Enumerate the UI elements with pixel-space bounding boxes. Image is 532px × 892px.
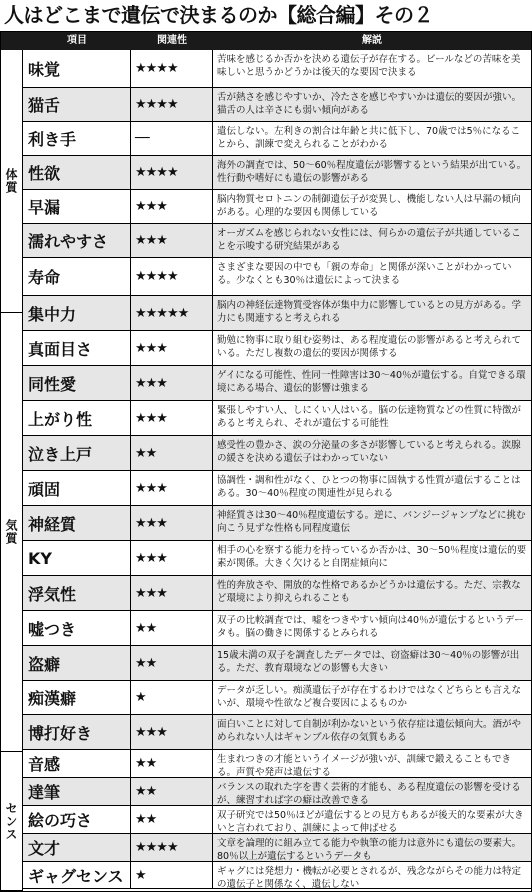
trait-name: 上がり性 <box>23 401 131 435</box>
trait-description: データが乏しい。痴漢遺伝子が存在するわけではなくどちらとも言えないが、環境や性欲など複合要因によるものか <box>217 685 522 709</box>
table-row <box>23 331 531 366</box>
table-row <box>23 50 531 88</box>
trait-description: 文章を論理的に組み立てる能力や執筆の能力は意外にも遺伝の要素大。80％以上が遺伝するというデータも <box>217 838 522 861</box>
table-row <box>23 88 531 122</box>
trait-name: 神経質 <box>23 506 131 540</box>
trait-description: ゲイになる可能性、性同一性障害は30～40％が遺伝する。自覚できる環境にある場合、遺伝的影響は強まる <box>217 370 526 394</box>
trait-description: 海外の調査では、50～60％程度遺伝が影響するという結果が出ている。性行動や嗜好にも遺伝の影響がある <box>217 160 527 184</box>
trait-name: 盗癖 <box>23 646 131 680</box>
table-row <box>23 681 531 715</box>
relevance-stars: ★★ <box>131 646 213 680</box>
relevance-stars: ── <box>131 122 213 155</box>
table-row <box>23 611 531 646</box>
trait-name: 泣き上戸 <box>23 436 131 470</box>
trait-name: 頑固 <box>23 471 131 505</box>
relevance-stars: ★★ <box>131 806 213 833</box>
table-row <box>23 401 531 436</box>
table-row <box>23 646 531 681</box>
relevance-stars: ★★★ <box>131 715 213 749</box>
trait-name: 味覚 <box>23 50 131 87</box>
table-row <box>23 750 531 778</box>
trait-description: 協調性・調和性がなく、ひとつの物事に固執する性質が遺伝することはある。30～40％程度の関連性が見られる <box>217 475 521 499</box>
relevance-stars: ★★★ <box>131 541 213 575</box>
table-row <box>23 224 531 258</box>
trait-name: KY <box>23 541 131 575</box>
relevance-stars: ★★ <box>131 436 213 470</box>
trait-name: 達筆 <box>23 778 131 805</box>
trait-name: 真面目さ <box>23 331 131 365</box>
table-row <box>23 471 531 506</box>
trait-description: 性的奔放さや、開放的な性格であるかどうかは遺伝する。ただ、宗教など環境により抑えられることも <box>217 580 521 604</box>
page-title: 人はどこまで遺伝で決まるのか【総合編】その２ <box>4 3 433 27</box>
category-temperament: 気質 <box>1 313 23 752</box>
trait-description: 舌が熱さを感じやすいか、冷たさを感じやすいかは遺伝的要因が強い。猫舌の人は辛さにも弱い傾向がある <box>217 92 522 116</box>
table-row <box>23 806 531 834</box>
relevance-stars: ★★★★ <box>131 50 213 87</box>
trait-description: 勤勉に物事に取り組む姿勢は、ある程度遺伝の影響があると考えられている。ただし複数の遺伝的要因が関係する <box>217 335 522 359</box>
table-row <box>23 834 531 862</box>
relevance-stars: ★★ <box>131 778 213 805</box>
relevance-stars: ★★★★ <box>131 156 213 189</box>
trait-description: 面白いことに対して自制が利かないという依存症は遺伝傾向大。酒がやめられない人はギャンブル依存の気質もある <box>217 719 522 743</box>
genetics-table <box>0 31 532 892</box>
table-row <box>23 122 531 156</box>
category-sense: センス <box>1 752 23 891</box>
table-header <box>1 32 531 50</box>
relevance-stars: ★ <box>131 862 213 888</box>
trait-description: 脳内物質セロトニンの制御遺伝子が変異し、機能しない人は早漏の傾向がある。心理的な要因も関係している <box>217 194 521 218</box>
trait-name: 濡れやすさ <box>23 224 131 257</box>
trait-name: 利き手 <box>23 122 131 155</box>
trait-name: 博打好き <box>23 715 131 749</box>
relevance-stars: ★★★★★ <box>131 296 213 330</box>
relevance-stars: ★★★ <box>131 190 213 223</box>
relevance-stars: ★★★ <box>131 506 213 540</box>
trait-description: 脳内の神経伝達物質受容体が集中力に影響しているとの見方がある。学力にも関連すると考えられる <box>217 300 522 324</box>
table-row <box>23 366 531 401</box>
relevance-stars: ★★★★ <box>131 834 213 861</box>
trait-description: 15歳未満の双子を調査したデータでは、窃盗癖は30～40％の影響が出る。ただ、教育環境などの影響も大きい <box>217 650 520 674</box>
trait-name: 寿命 <box>23 258 131 295</box>
trait-name: 音感 <box>23 750 131 777</box>
relevance-stars: ★★★ <box>131 331 213 365</box>
trait-name: 文才 <box>23 834 131 861</box>
table-row <box>23 436 531 471</box>
relevance-stars: ★★★★ <box>131 88 213 121</box>
header-description: 解説 <box>362 35 382 46</box>
relevance-stars: ★★★★ <box>131 258 213 295</box>
trait-description: 遺伝しない。左利きの割合は年齢と共に低下し、70歳では5％になることから、訓練で変えられることがわかる <box>217 126 521 150</box>
category-constitution: 体質 <box>1 50 23 313</box>
relevance-stars: ★★★ <box>131 401 213 435</box>
trait-description: オーガズムを感じられない女性には、何らかの遺伝子が共通していることを示唆する研究結果がある <box>217 228 521 252</box>
table-row <box>23 778 531 806</box>
trait-description: 感受性の豊かさ、涙の分泌量の多さが影響していると考えられる。涙腺の緩さを決める遺伝子はわかっていない <box>217 440 521 464</box>
trait-description: 双子研究では50％ほどが遺伝するとの見方もあるが後天的な要素が大きいと言われており、訓練によって伸ばせる <box>217 810 524 833</box>
trait-name: 猫舌 <box>23 88 131 121</box>
trait-name: 集中力 <box>23 296 131 330</box>
trait-name: 浮気性 <box>23 576 131 610</box>
relevance-stars: ★★★ <box>131 471 213 505</box>
trait-description: 相手の心を察する能力を持っているか否かは、30～50％程度は遺伝的要素が関係。大きく欠けると自閉症傾向に <box>217 545 527 569</box>
table-row <box>23 296 531 331</box>
trait-name: 早漏 <box>23 190 131 223</box>
trait-description: ギャグには発想力・機転が必要とされるが、残念ながらその能力は特定の遺伝子と関係なく、遺伝しない <box>217 866 522 888</box>
relevance-stars: ★★ <box>131 750 213 777</box>
trait-description: バランスの取れた字を書く芸術的才能も、ある程度遺伝の影響を受けるが、練習すれば字の癖は改善できる <box>217 782 521 805</box>
table-row <box>23 862 531 889</box>
header-item: 項目 <box>67 35 87 46</box>
trait-name: 嘘つき <box>23 611 131 645</box>
trait-description: 生まれつきの才能というイメージが強いが、訓練で鍛えることもできる。声質や発声は遺伝する <box>217 754 512 777</box>
trait-description: 神経質さは30～40％程度遺伝する。逆に、バンジージャンプなどに挑む向こう見ずな性格も同程度遺伝 <box>217 510 526 534</box>
trait-name: ギャグセンス <box>23 862 131 888</box>
trait-description: 双子の比較調査では、嘘をつきやすい傾向は40％が遺伝するというデータも。脳の働きに関係するとみられる <box>217 615 524 639</box>
trait-description: 苦味を感じるか否かを決める遺伝子が存在する。ビールなどの苦味を美味しいと思うかどうかは後天的な要因で決まる <box>217 54 521 78</box>
relevance-stars: ★★★ <box>131 576 213 610</box>
table-row <box>23 190 531 224</box>
relevance-stars: ★★★ <box>131 366 213 400</box>
relevance-stars: ★★ <box>131 611 213 645</box>
trait-name: 性欲 <box>23 156 131 189</box>
table-row <box>23 506 531 541</box>
table-row <box>23 715 531 750</box>
trait-description: さまざまな要因の中でも「親の寿命」と関係が深いことがわかっている。少なくとも30％は遺伝によって決まる <box>217 262 512 286</box>
relevance-stars: ★★★ <box>131 224 213 257</box>
table-row <box>23 156 531 190</box>
table-row <box>23 541 531 576</box>
trait-description: 緊張しやすい人、しにくい人はいる。脳の伝達物質などの性質に特徴があると考えられ、それが遺伝する可能性 <box>217 405 522 429</box>
header-relevance: 関連性 <box>157 35 187 46</box>
trait-name: 痴漢癖 <box>23 681 131 714</box>
table-row <box>23 576 531 611</box>
trait-name: 絵の巧さ <box>23 806 131 833</box>
table-row <box>23 258 531 296</box>
trait-name: 同性愛 <box>23 366 131 400</box>
relevance-stars: ★ <box>131 681 213 714</box>
